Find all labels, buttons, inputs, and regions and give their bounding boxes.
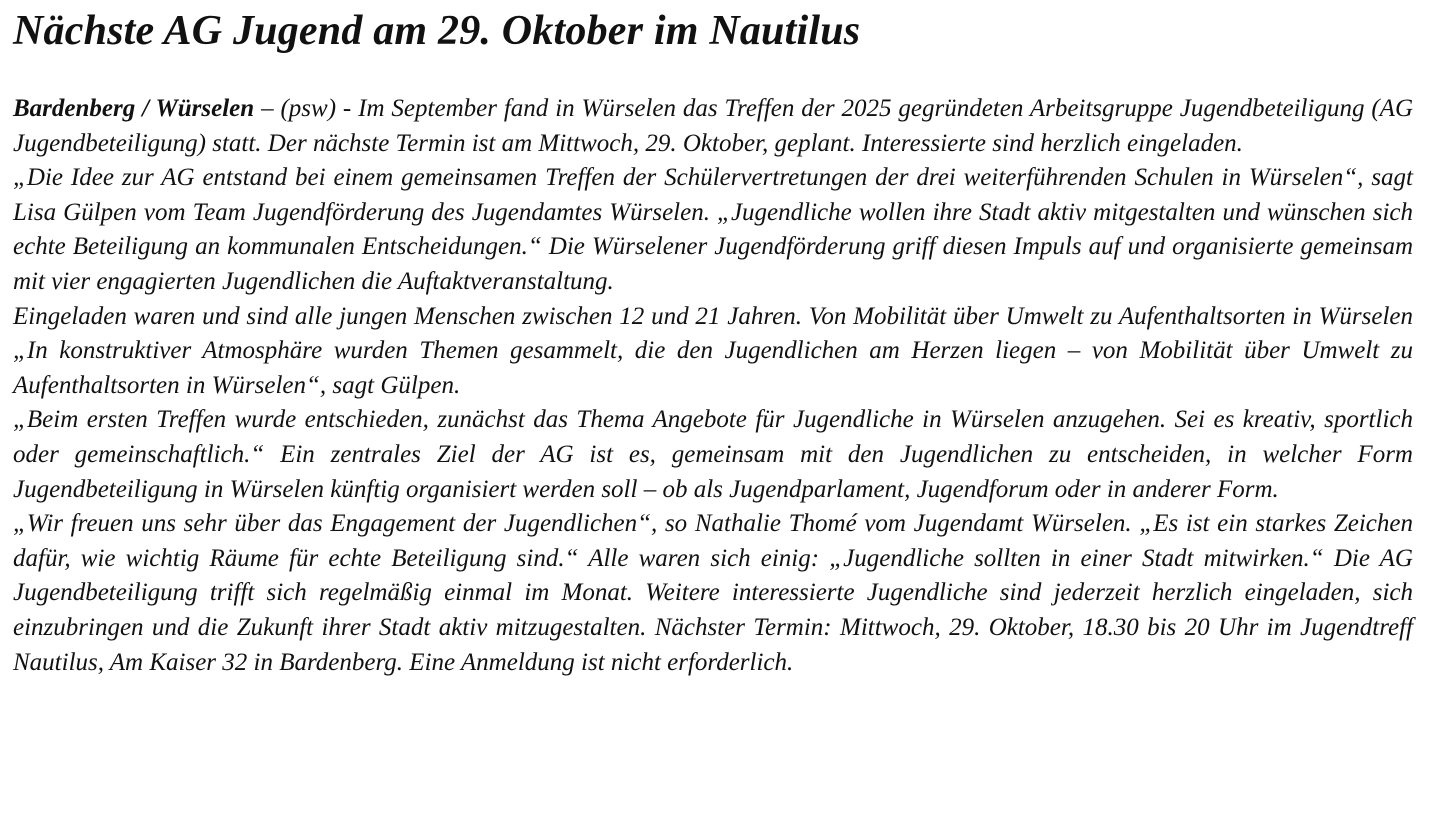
paragraph-intro	[13, 92, 1413, 161]
paragraph-first-meeting: „Beim ersten Treffen wurde entschieden, zunächst das Thema Angebote für Jugendliche in Würselen anzugehen. Sei es kreativ, sportlich oder gemeinschaftlich.“ Ein zentrales Ziel der AG ist es, gemeinsam mit den Jugendlichen zu entscheiden, in welcher Form Jugendbeteiligung in Würselen künftig organisiert werden soll – ob als Jugendparlament, Jugendforum oder in anderer Form.	[13, 406, 1413, 503]
paragraph-invited: Eingeladen waren und sind alle jungen Menschen zwischen 12 und 21 Jahren. Von Mobilität über Umwelt zu Aufenthaltsorten in Würselen „In konstruktiver Atmosphäre wurden Themen gesammelt, die den Jugendlichen am Herzen liegen – von Mobilität über Umwelt zu Aufenthaltsorten in Würselen“, sagt Gülpen.	[13, 302, 1413, 399]
paragraph-intro-text: – (psw) - Im September fand in Würselen das Treffen der 2025 gegründeten Arbeitsgruppe Jugendbeteiligung (AG Jugendbeteiligung) statt. Der nächste Termin ist am Mittwoch, 29. Oktober, geplant. Interessierte sind herzlich eingeladen.	[13, 95, 1413, 157]
headline: Nächste AG Jugend am 29. Oktober im Nautilus	[13, 8, 861, 54]
article-body	[13, 92, 1413, 680]
dateline: Bardenberg / Würselen	[13, 95, 255, 122]
paragraph-quote-idea: „Die Idee zur AG entstand bei einem gemeinsamen Treffen der Schülervertretungen der drei weiterführenden Schulen in Würselen“, sagt Lisa Gülpen vom Team Jugendförderung des Jugendamtes Würselen. „Jugendliche wollen ihre Stadt aktiv mitgestalten und wünschen sich echte Beteiligung an kommunalen Entscheidungen.“ Die Würselener Jugendförderung griff diesen Impuls auf und organisierte gemeinsam mit vier engagierten Jugendlichen die Auftaktveranstaltung.	[13, 164, 1413, 295]
paragraph-engagement: „Wir freuen uns sehr über das Engagement der Jugendlichen“, so Nathalie Thomé vom Jugendamt Würselen. „Es ist ein starkes Zeichen dafür, wie wichtig Räume für echte Beteiligung sind.“ Alle waren sich einig: „Jugendliche sollten in einer Stadt mitwirken.“ Die AG Jugendbeteiligung trifft sich regelmäßig einmal im Monat. Weitere interessierte Jugendliche sind jederzeit herzlich eingeladen, sich einzubringen und die Zukunft ihrer Stadt aktiv mitzugestalten. Nächster Termin: Mittwoch, 29. Oktober, 18.30 bis 20 Uhr im Jugendtreff Nautilus, Am Kaiser 32 in Bardenberg. Eine Anmeldung ist nicht erforderlich.	[13, 510, 1413, 676]
article-page	[13, 6, 1413, 680]
